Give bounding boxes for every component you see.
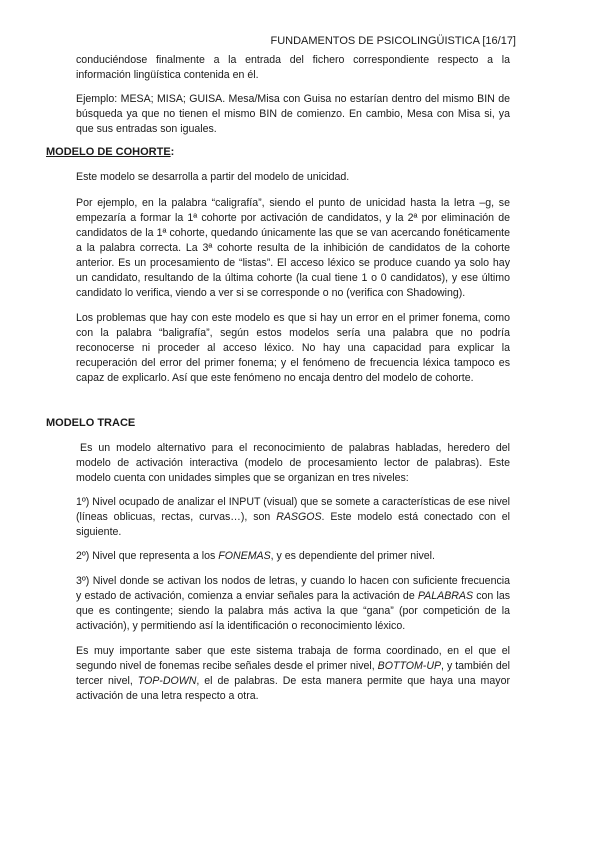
level-2-text-b: , y es dependiente del primer nivel. [270,550,435,562]
level-1-text-a: 1º) Nivel ocupado de analizar el INPUT (visual) que se somete a características de ese nivel (líneas oblicuas, rectas, curvas…), son [76,496,510,523]
level-2-emphasis: FONEMAS [218,550,271,562]
cohorte-heading-suffix: : [170,146,175,158]
bottom-up-emphasis: BOTTOM-UP [377,660,442,672]
cohorte-heading-text: MODELO DE COHORTE [46,146,171,158]
level-1-text-b: . Este modelo está conectado con el siguiente. [76,511,510,538]
last-text-c: , el de palabras. De esta manera permite que haya una mayor activación de una letra respecto a otra. [76,675,510,702]
level-3-emphasis: PALABRAS [417,590,474,602]
trace-paragraph-last [76,644,510,704]
last-text-b: , y también del tercer nivel, [76,660,510,687]
trace-paragraph-1: Es un modelo alternativo para el reconocimiento de palabras habladas, heredero del modelo de activación interactiva (modelo de procesamiento lector de palabras). Este modelo cuenta con unidades simples que se organizan en tres niveles: [76,442,510,484]
trace-level-3 [76,574,510,634]
cohorte-paragraph-1: Este modelo se desarrolla a partir del modelo de unicidad. [76,171,350,183]
cohorte-paragraph-3: Los problemas que hay con este modelo es que si hay un error en el primer fonema, como con la palabra “baligrafía”, según estos modelos sería una palabra que no podría reconocerse ni proceder al acceso léxico. No hay una capacidad para explicar la recuperación del error del primer fonema; y el fenómeno de frecuencia léxica tampoco es capaz de explicarlo. Así que este fenómeno no encaja dentro del modelo de cohorte. [76,312,510,384]
last-text-a: Es muy importante saber que este sistema trabaja de forma coordinado, en el que el segundo nivel de fonemas recibe señales desde el primer nivel, [76,645,510,672]
level-3-text-a: 3º) Nivel donde se activan los nodos de letras, y cuando lo hacen con suficiente frecuencia y estado de activación, comienza a enviar señales para la activación de [76,575,510,602]
level-2-text-a: 2º) Nivel que representa a los [76,550,219,562]
top-down-emphasis: TOP-DOWN [137,675,197,687]
intro-section [76,53,510,137]
level-1-emphasis: RASGOS [276,511,322,523]
trace-heading: MODELO TRACE [46,417,136,429]
cohorte-heading [46,146,174,158]
level-3-text-b: con las que es contingente; siendo la palabra más activa la que “gana” (por competición de la activación), y permitiendo así la identificación o reconocimiento léxico. [76,590,511,632]
intro-paragraph: conduciéndose finalmente a la entrada del fichero correspondiente respecto a la información lingüística contenida en él. [76,54,510,81]
cohorte-intro [76,170,510,185]
trace-level-1 [76,495,510,540]
cohorte-paragraph-2: Por ejemplo, en la palabra “caligrafía”, siendo el punto de unicidad hasta la letra –g, se empezaría a formar la 1ª cohorte por activación de candidatos, y la 2ª por eliminación de candidatos de la 1ª cohorte, quedando únicamente las que se van acercando fonéticamente a la palabra correcta. La 3ª cohorte resulta de la inhibición de candidatos de la cohorte anterior. Es un procesamiento de “listas”. El acceso léxico se produce cuando ya solo hay un candidato, resultando de la última cohorte (la cual tiene 1 o 0 candidatos), y ese último candidato lo verifica, viendo a ver si se corresponde o no (verifica con Shadowing). [76,197,510,299]
trace-level-2 [76,549,510,564]
running-header: FUNDAMENTOS DE PSICOLINGÜISTICA [16/17] [270,35,516,47]
trace-body [76,441,510,704]
example-paragraph: Ejemplo: MESA; MISA; GUISA. Mesa/Misa con Guisa no estarían dentro del mismo BIN de búsqueda ya que no tienen el mismo BIN de comienzo. En cambio, Mesa con Misa si, ya que sus entradas son iguales. [76,93,510,135]
cohorte-body [76,196,510,386]
